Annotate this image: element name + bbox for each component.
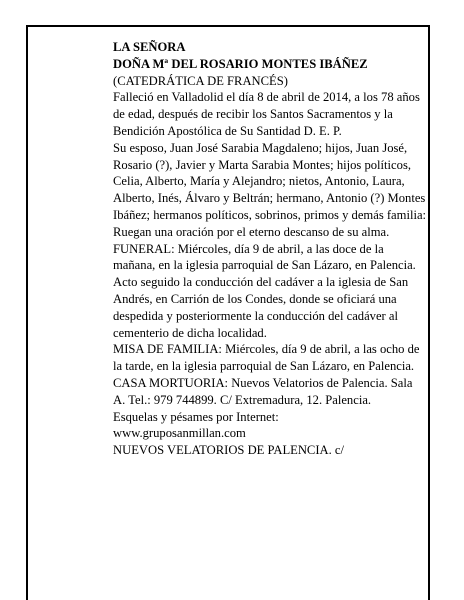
family-list: Su esposo, Juan José Sarabia Magdaleno; hijos, Juan José, Rosario (?), Javier y Marta Sarabia Montes; hijos políticos, Celia, Alberto, María y Alejandro; nietos, Antonio, Laura, Alberto, Inés, Álvaro y Beltrán; hermano, Antonio (?) Montes Ibáñez; hermanos políticos, sobrinos, primos y demás familia: <box>113 140 427 222</box>
footer-address: NUEVOS VELATORIOS DE PALENCIA. c/ <box>113 443 345 458</box>
internet-label: Esquelas y pésames por Internet: <box>113 409 279 424</box>
obituary-notice <box>113 39 427 459</box>
website-link[interactable]: www.gruposanmillan.com <box>113 426 246 441</box>
family-mass-details: MISA DE FAMILIA: Miércoles, día 9 de abril, a las ocho de la tarde, en la iglesia parroquial de San Lázaro, en Palencia. <box>113 342 420 374</box>
mortuary-details: CASA MORTUORIA: Nuevos Velatorios de Palencia. Sala A. Tel.: 979 744899. C/ Extremadura, 12. Palencia. <box>113 375 413 407</box>
funeral-details: FUNERAL: Miércoles, día 9 de abril, a las doce de la mañana, en la iglesia parroquial de San Lázaro, en Palencia. Acto seguido la conducción del cadáver a la iglesia de San Andrés, en Carrión de los Condes, donde se oficiará una despedida y posteriormente la conducción del cadáver al cementerio de dicha localidad. <box>113 241 416 340</box>
prayer-request: Ruegan una oración por el eterno descanso de su alma. <box>113 224 390 239</box>
deceased-profession: (CATEDRÁTICA DE FRANCÉS) <box>113 73 288 88</box>
death-announcement: Falleció en Valladolid el día 8 de abril de 2014, a los 78 años de edad, después de recibir los Santos Sacramentos y la Bendición Apostólica de Su Santidad D. E. P. <box>113 90 420 138</box>
notice-heading-title: LA SEÑORA <box>113 40 186 54</box>
deceased-name: DOÑA Mª DEL ROSARIO MONTES IBÁÑEZ <box>113 56 368 71</box>
